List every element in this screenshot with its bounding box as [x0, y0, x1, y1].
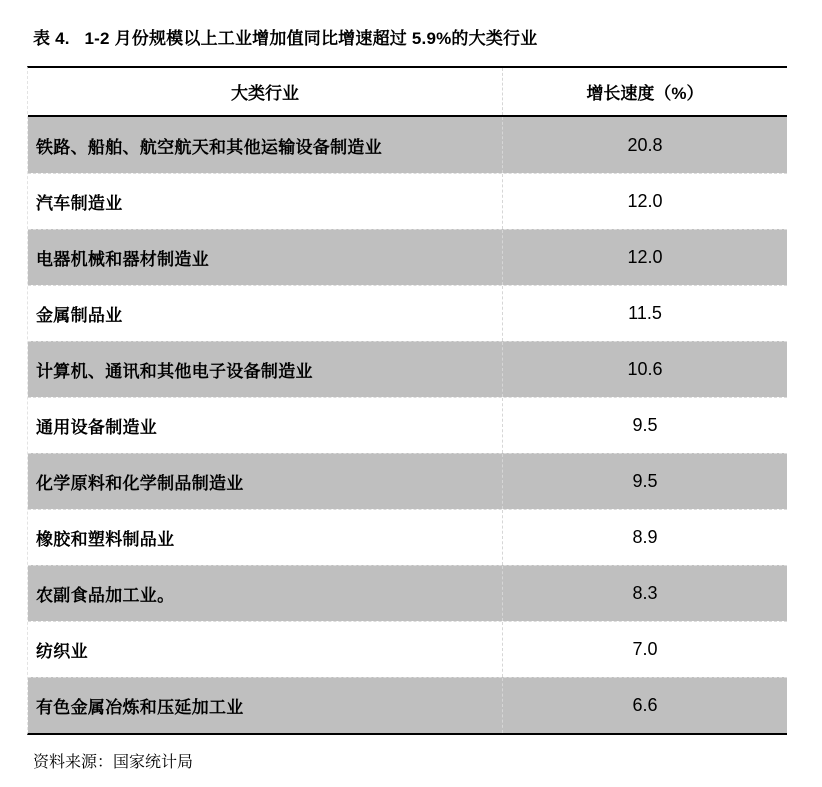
- growth-rate-value: 6.6: [632, 695, 658, 715]
- growth-rate-value: 7.0: [632, 639, 658, 659]
- industry-name: 通用设备制造业: [28, 398, 503, 453]
- table-row: [28, 677, 787, 733]
- growth-rate-value: 8.3: [632, 583, 658, 603]
- table-row: [28, 397, 787, 453]
- industry-name: 纺织业: [28, 622, 503, 677]
- table-title: 表 4. 1-2 月份规模以上工业增加值同比增速超过 5.9%的大类行业: [33, 29, 538, 48]
- growth-rate-value: 9.5: [632, 415, 658, 435]
- table-row: [28, 173, 787, 229]
- growth-rate-value: 20.8: [627, 134, 663, 155]
- growth-rate-value: 8.9: [632, 527, 658, 547]
- growth-rate-value: 9.5: [632, 471, 658, 491]
- table-row: [28, 117, 787, 173]
- growth-rate-value: 11.5: [628, 303, 662, 323]
- industry-name: 汽车制造业: [28, 174, 503, 229]
- header-growth-rate-column: 增长速度（%）: [586, 84, 704, 103]
- table-row: [28, 285, 787, 341]
- growth-rate-value: 10.6: [627, 359, 663, 379]
- industry-name: 农副食品加工业。: [28, 566, 503, 621]
- industry-name: 有色金属冶炼和压延加工业: [28, 678, 503, 733]
- table-row: [28, 621, 787, 677]
- industry-name: 铁路、船舶、航空航天和其他运输设备制造业: [28, 117, 503, 173]
- table-row: [28, 509, 787, 565]
- table-row: [28, 341, 787, 397]
- growth-rate-value: 12.0: [627, 191, 663, 211]
- table-row: [28, 453, 787, 509]
- industry-name: 电器机械和器材制造业: [28, 230, 503, 285]
- industry-name: 化学原料和化学制品制造业: [28, 454, 503, 509]
- industry-growth-table: [27, 66, 787, 735]
- industry-name: 计算机、通讯和其他电子设备制造业: [28, 342, 503, 397]
- industry-name: 橡胶和塑料制品业: [28, 510, 503, 565]
- table-row: [28, 565, 787, 621]
- growth-rate-value: 12.0: [627, 247, 663, 267]
- header-industry-column: 大类行业: [28, 68, 503, 115]
- source-note: 资料来源：国家统计局: [33, 754, 194, 771]
- table-row: [28, 229, 787, 285]
- industry-name: 金属制品业: [28, 286, 503, 341]
- table-header-row: [28, 68, 787, 117]
